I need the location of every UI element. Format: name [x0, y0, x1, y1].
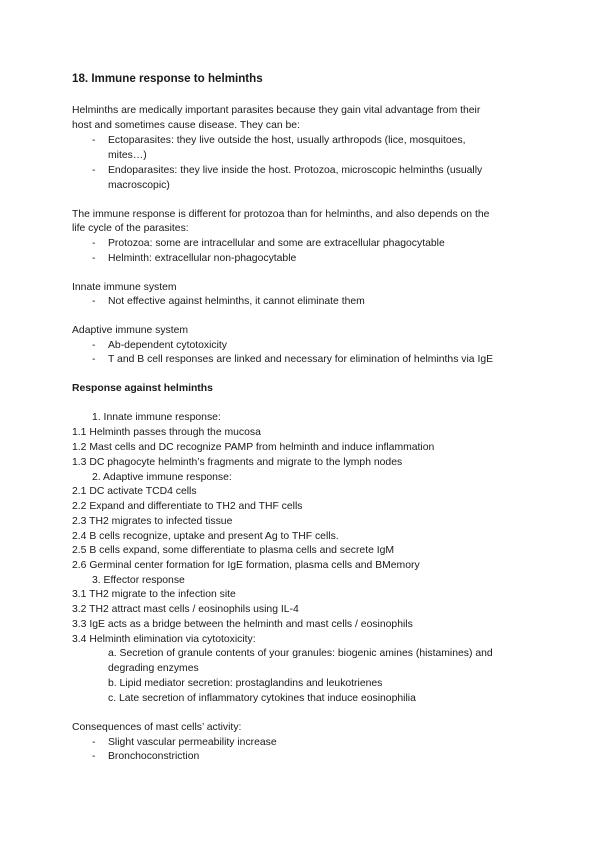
- intro-line-2: host and sometimes cause disease. They can be:: [72, 120, 300, 131]
- response-item-1-1: 1.1 Helminth passes through the mucosa: [72, 427, 261, 438]
- response-item-2-1: 2.1 DC activate TCD4 cells: [72, 486, 197, 497]
- innate-heading: Innate immune system: [72, 282, 177, 293]
- intro-line-1: Helminths are medically important parasites because they gain vital advantage from their: [72, 105, 481, 116]
- bullet-dash: -: [92, 165, 96, 176]
- response-step-3: 3. Effector response: [92, 575, 185, 586]
- response-item-2-4: 2.4 B cells recognize, uptake and present Ag to THF cells.: [72, 531, 339, 542]
- response-step-2: 2. Adaptive immune response:: [92, 472, 232, 483]
- response-step-1: 1. Innate immune response:: [92, 412, 221, 423]
- response-item-2-3: 2.3 TH2 migrates to infected tissue: [72, 516, 233, 527]
- bullet-dash: -: [92, 238, 96, 249]
- bullet-dash: -: [92, 354, 96, 365]
- response-item-2-2: 2.2 Expand and differentiate to TH2 and THF cells: [72, 501, 303, 512]
- bullet-ab-cytotoxicity: Ab-dependent cytotoxicity: [108, 340, 227, 351]
- immune-line-2: life cycle of the parasites:: [72, 223, 189, 234]
- bullet-dash: -: [92, 737, 96, 748]
- response-item-3-3: 3.3 IgE acts as a bridge between the helminth and mast cells / eosinophils: [72, 619, 413, 630]
- bullet-t-b-cells: T and B cell responses are linked and necessary for elimination of helminths via IgE: [108, 354, 494, 365]
- immune-line-1: The immune response is different for protozoa than for helminths, and also depends on the: [72, 209, 490, 220]
- response-item-3-1: 3.1 TH2 migrate to the infection site: [72, 589, 236, 600]
- response-item-1-2: 1.2 Mast cells and DC recognize PAMP from helminth and induce inflammation: [72, 442, 435, 453]
- page-title: 18. Immune response to helminths: [72, 72, 263, 85]
- bullet-dash: -: [92, 135, 96, 146]
- consequences-heading: Consequences of mast cells’ activity:: [72, 722, 242, 733]
- bullet-bronchoconstriction: Bronchoconstriction: [108, 751, 200, 762]
- adaptive-heading: Adaptive immune system: [72, 325, 189, 336]
- bullet-helminth: Helminth: extracellular non-phagocytable: [108, 253, 297, 264]
- bullet-innate: Not effective against helminths, it cannot eliminate them: [108, 296, 365, 307]
- bullet-protozoa: Protozoa: some are intracellular and some are extracellular phagocytable: [108, 238, 445, 249]
- response-sub-c: c. Late secretion of inflammatory cytokines that induce eosinophilia: [108, 693, 416, 704]
- bullet-endoparasites-line-1: Endoparasites: they live inside the host. Protozoa, microscopic helminths (usually: [108, 165, 483, 176]
- response-item-1-3: 1.3 DC phagocyte helminth’s fragments and migrate to the lymph nodes: [72, 457, 403, 468]
- response-sub-a-line-1: a. Secretion of granule contents of your granules: biogenic amines (histamines) and: [108, 648, 493, 659]
- response-item-3-2: 3.2 TH2 attract mast cells / eosinophils using IL-4: [72, 604, 299, 615]
- bullet-dash: -: [92, 751, 96, 762]
- response-heading: Response against helminths: [72, 383, 213, 394]
- bullet-ectoparasites-line-2: mites…): [108, 150, 147, 161]
- response-sub-b: b. Lipid mediator secretion: prostaglandins and leukotrienes: [108, 678, 383, 689]
- response-sub-a-line-2: degrading enzymes: [108, 663, 199, 674]
- bullet-dash: -: [92, 296, 96, 307]
- bullet-dash: -: [92, 253, 96, 264]
- response-item-3-4: 3.4 Helminth elimination via cytotoxicity:: [72, 634, 256, 645]
- response-item-2-6: 2.6 Germinal center formation for IgE formation, plasma cells and BMemory: [72, 560, 420, 571]
- response-item-2-5: 2.5 B cells expand, some differentiate to plasma cells and secrete IgM: [72, 545, 395, 556]
- bullet-dash: -: [92, 340, 96, 351]
- bullet-ectoparasites-line-1: Ectoparasites: they live outside the host, usually arthropods (lice, mosquitoes,: [108, 135, 466, 146]
- bullet-vascular-permeability: Slight vascular permeability increase: [108, 737, 277, 748]
- bullet-endoparasites-line-2: macroscopic): [108, 180, 170, 191]
